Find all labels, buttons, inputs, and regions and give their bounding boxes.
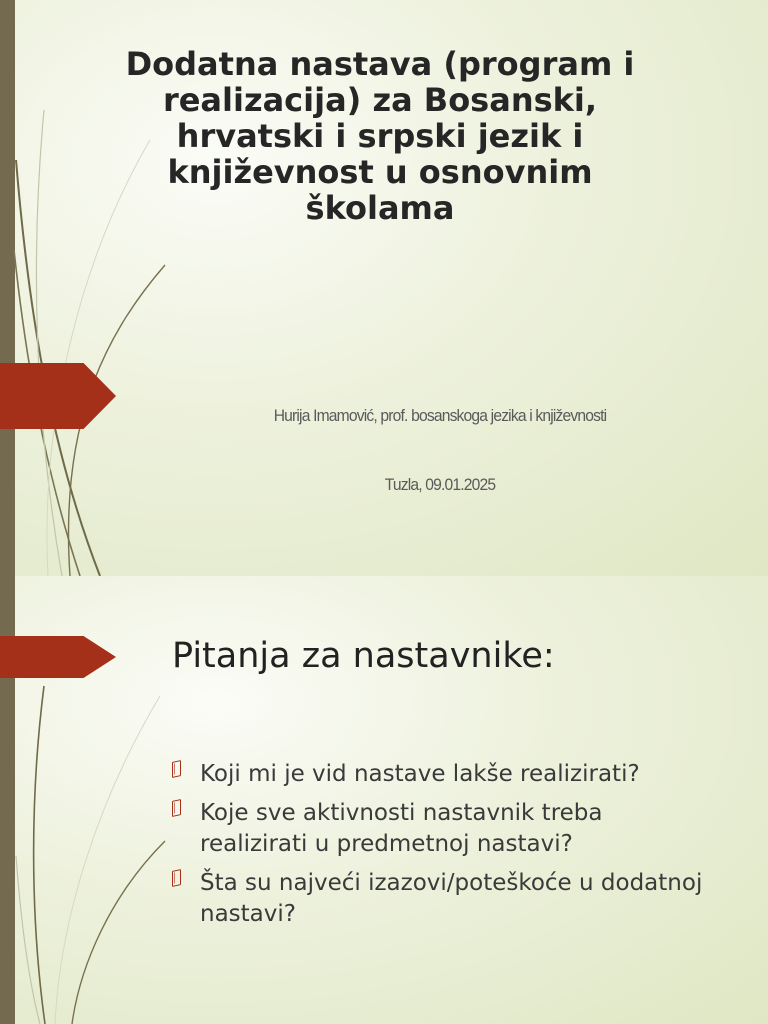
- author-line: Hurija Imamović, prof. bosanskoga jezika i književnosti: [273, 406, 607, 425]
- outlined-parallelogram-bullet-icon: [172, 869, 181, 887]
- list-item-text: Šta su najveći izazovi/poteškoće u dodatnoj nastavi?: [200, 870, 703, 927]
- question-list: [172, 759, 712, 938]
- list-item: [172, 868, 712, 930]
- outlined-parallelogram-bullet-icon: [172, 760, 181, 778]
- list-item: [172, 759, 712, 790]
- list-item-text: Koje sve aktivnosti nastavnik treba realizirati u predmetnoj nastavi?: [200, 800, 603, 857]
- questions-slide[interactable]: [0, 576, 768, 1024]
- slide-title: Dodatna nastava (program i realizacija) za Bosanski, hrvatski i srpski jezik i književnost u osnovnim školama: [125, 45, 635, 227]
- list-item: [172, 798, 712, 860]
- list-item-text: Koji mi je vid nastave lakše realizirati?: [200, 761, 640, 787]
- slide-heading: Pitanja za nastavnike:: [172, 636, 555, 676]
- place-date-line: Tuzla, 09.01.2025: [384, 475, 496, 494]
- outlined-parallelogram-bullet-icon: [172, 799, 181, 817]
